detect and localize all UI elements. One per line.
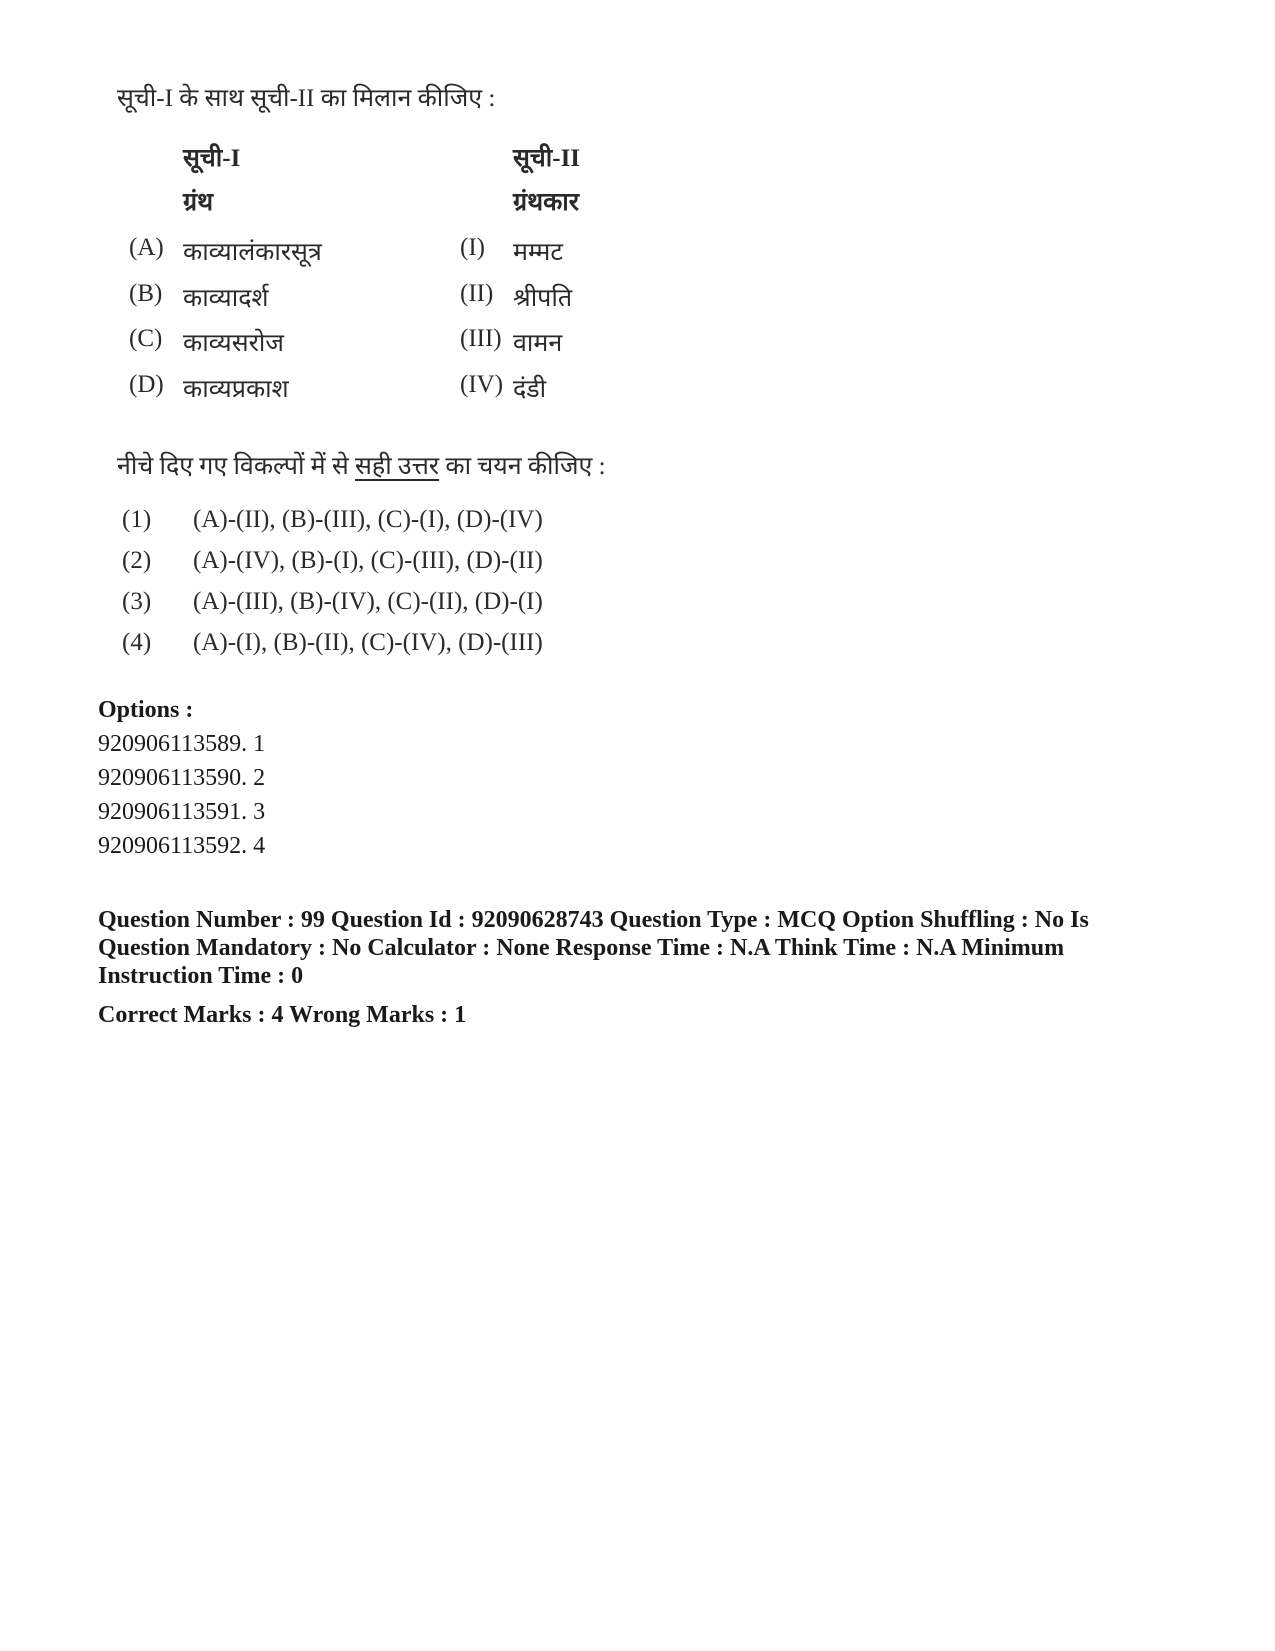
question-image: [0, 0, 1275, 670]
list1-subtitle: ग्रंथ: [183, 189, 214, 216]
choice-number: (1): [122, 506, 152, 533]
list2-label: (III): [460, 325, 502, 352]
list1-item: काव्यालंकारसूत्र: [183, 239, 322, 266]
question-meta: Question Number : 99 Question Id : 92090628743 Question Type : MCQ Option Shuffling : No Is Question Mandatory : No Calculator : None Response Time : N.A Think Time : N.A Minimum Instruction Time : 0: [98, 907, 1089, 989]
choice-text: (A)-(III), (B)-(IV), (C)-(II), (D)-(I): [193, 588, 543, 615]
choose-instruction: [117, 448, 606, 482]
list2-label: (II): [460, 280, 494, 307]
option-item: 920906113590. 2: [98, 765, 266, 791]
list1-label: (A): [129, 234, 164, 261]
list1-label: (D): [129, 371, 164, 398]
list1-item: काव्यसरोज: [183, 330, 284, 357]
choice-text: (A)-(I), (B)-(II), (C)-(IV), (D)-(III): [193, 629, 543, 656]
list2-subtitle: ग्रंथकार: [513, 189, 579, 216]
list2-item: दंडी: [513, 376, 547, 403]
list2-title: सूची-II: [513, 145, 581, 172]
list1-title: सूची-I: [183, 145, 241, 172]
question-marks: Correct Marks : 4 Wrong Marks : 1: [98, 1002, 467, 1028]
choice-number: (3): [122, 588, 152, 615]
list1-label: (B): [129, 280, 163, 307]
option-item: 920906113591. 3: [98, 799, 266, 825]
choice-number: (2): [122, 547, 152, 574]
list2-label: (IV): [460, 371, 504, 398]
option-item: 920906113592. 4: [98, 833, 266, 859]
choice-text: (A)-(II), (B)-(III), (C)-(I), (D)-(IV): [193, 506, 543, 533]
options-title: Options :: [98, 697, 194, 723]
choose-underlined: सही उत्तर: [355, 453, 440, 480]
list2-item: वामन: [513, 330, 563, 357]
list1-label: (C): [129, 325, 163, 352]
list2-item: श्रीपति: [513, 285, 573, 312]
choice-text: (A)-(IV), (B)-(I), (C)-(III), (D)-(II): [193, 547, 543, 574]
choose-before: नीचे दिए गए विकल्पों में से: [117, 453, 356, 480]
match-instruction: सूची-I के साथ सूची-II का मिलान कीजिए :: [117, 85, 496, 112]
list2-item: मम्मट: [513, 239, 563, 266]
list1-item: काव्यप्रकाश: [183, 376, 289, 403]
choice-number: (4): [122, 629, 152, 656]
choose-after: का चयन कीजिए :: [439, 453, 606, 480]
list2-label: (I): [460, 234, 485, 261]
option-item: 920906113589. 1: [98, 731, 266, 757]
list1-item: काव्यादर्श: [183, 285, 269, 312]
